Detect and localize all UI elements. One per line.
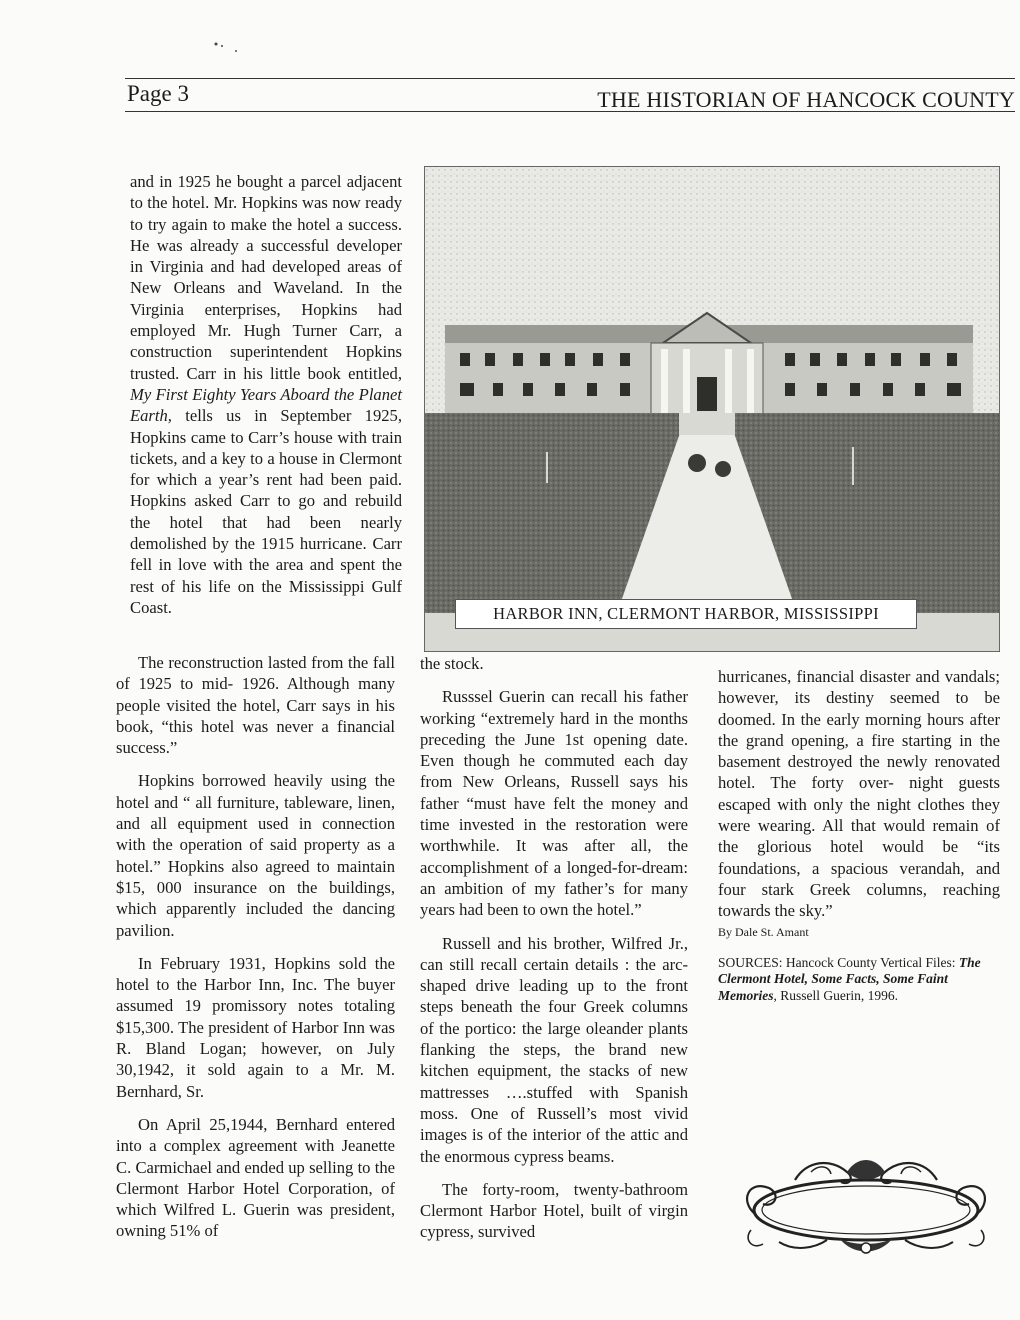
sources-note	[718, 955, 1000, 1005]
book-title: My First Eighty Years Aboard the Planet Earth,	[130, 384, 402, 426]
article-paragraph: In February 1931, Hopkins sold the hotel to the Harbor Inn, Inc. The buyer assumed 19 promissory notes totaling $15,300. The president of Harbor Inn was R. Bland Logan; however, on July 30,1942, it sold again to a Mr. M. Bernhard, Sr.	[116, 953, 395, 1101]
article-paragraph: Hopkins borrowed heavily using the hotel and “ all furniture, tableware, linen, and all equipment used in connection with the operation of said property as a hotel.” Hopkins also agreed to maintain $15, 000 insurance on the buildings, which apparently included the dancing pavilion.	[116, 771, 395, 940]
header-rule-top	[125, 78, 1015, 79]
article-paragraph: Russell and his brother, Wilfred Jr., can still recall certain details : the arc-shaped drive leading up to the front steps beneath the four Greek columns of the portico: the large oleander plants flanking the steps, the brand new kitchen equipment, the stacks of new mattresses ….stuffed with Spanish moss. One of Russell’s most vivid images is of the interior of the attic and the enormous cypress beams.	[420, 933, 688, 1166]
article-paragraph: The forty-room, twenty-bathroom Clermont Harbor Hotel, built of virgin cypress, survived	[420, 1179, 688, 1242]
scan-specks	[210, 40, 250, 60]
sources-label: SOURCES: Hancock County Vertical Files:	[718, 954, 959, 970]
article-paragraph	[130, 171, 402, 618]
left-column	[116, 652, 395, 1242]
right-column	[718, 666, 1000, 1004]
header-rule-bottom	[125, 111, 1015, 112]
harbor-inn-photo	[425, 167, 999, 651]
decorative-cartouche-icon	[735, 1152, 997, 1264]
hotel-photograph	[424, 166, 1000, 652]
photo-caption: HARBOR INN, CLERMONT HARBOR, MISSISSIPPI	[455, 599, 917, 629]
page-header	[125, 78, 1015, 112]
article-paragraph: The reconstruction lasted from the fall of 1925 to mid- 1926. Although many people visited the hotel, Carr says in his book, “this hotel was never a financial success.”	[116, 653, 395, 758]
paragraph-text: and in 1925 he bought a parcel adjacent to the hotel. Mr. Hopkins was now ready to try again to make the hotel a success. He was already a successful developer in Virginia and had developed areas of New Orleans and Waveland. In the Virginia enterprises, Hopkins had employed Mr. Hugh Turner Carr, a construction superintendent Hopkins trusted. Carr in his little book entitled,	[130, 172, 402, 383]
article-paragraph: On April 25,1944, Bernhard entered into a complex agreement with Jeanette C. Carmichael and ended up selling to the Clermont Harbor Hotel Corporation, of which Wilfred L. Guerin was president, owning 51% of	[116, 1114, 395, 1241]
sources-title: The Clermont Hotel, Some Facts, Some Faint Memories	[718, 954, 981, 1003]
sources-author: , Russell Guerin, 1996.	[773, 987, 898, 1003]
page-number: Page 3	[127, 81, 189, 106]
newsletter-masthead: THE HISTORIAN OF HANCOCK COUNTY	[597, 87, 1015, 112]
article-paragraph: the stock.	[420, 654, 484, 673]
article-paragraph: hurricanes, financial disaster and vandals; however, its destiny seemed to be doomed. In the early morning hours after the grand opening, a fire starting in the basement destroyed the newly renovated hotel. The forty over- night guests escaped with only the night clothes they were wearing. All that would remain of the glorious hotel would be “its foundations, a spacious verandah, and four stark Greek columns, reaching towards the sky.”	[718, 667, 1000, 921]
paragraph-text: tells us in September 1925, Hopkins came to Carr’s house with train tickets, and a key to a house in Clermont for which a year’s rent had been paid. Hopkins asked Carr to go and rebuild the hotel that had been nearly demolished by the 1915 hurricane. Carr fell in love with the area and spent the rest of his life on the Mississippi Gulf Coast.	[130, 406, 402, 617]
author-byline: By Dale St. Amant	[718, 924, 809, 939]
left-top-column	[130, 171, 402, 618]
article-paragraph: Russsel Guerin can recall his father working “extremely hard in the months preceding the June 1st opening date. Even though he commuted each day from New Orleans, Russell says his father “must have felt the money and time invested in the restoration were worthwhile. It was after all, the accomplishment of a longed-for-dream: an ambition of my father’s for many years had been to own the hotel.”	[420, 687, 688, 920]
middle-column	[420, 653, 688, 1243]
